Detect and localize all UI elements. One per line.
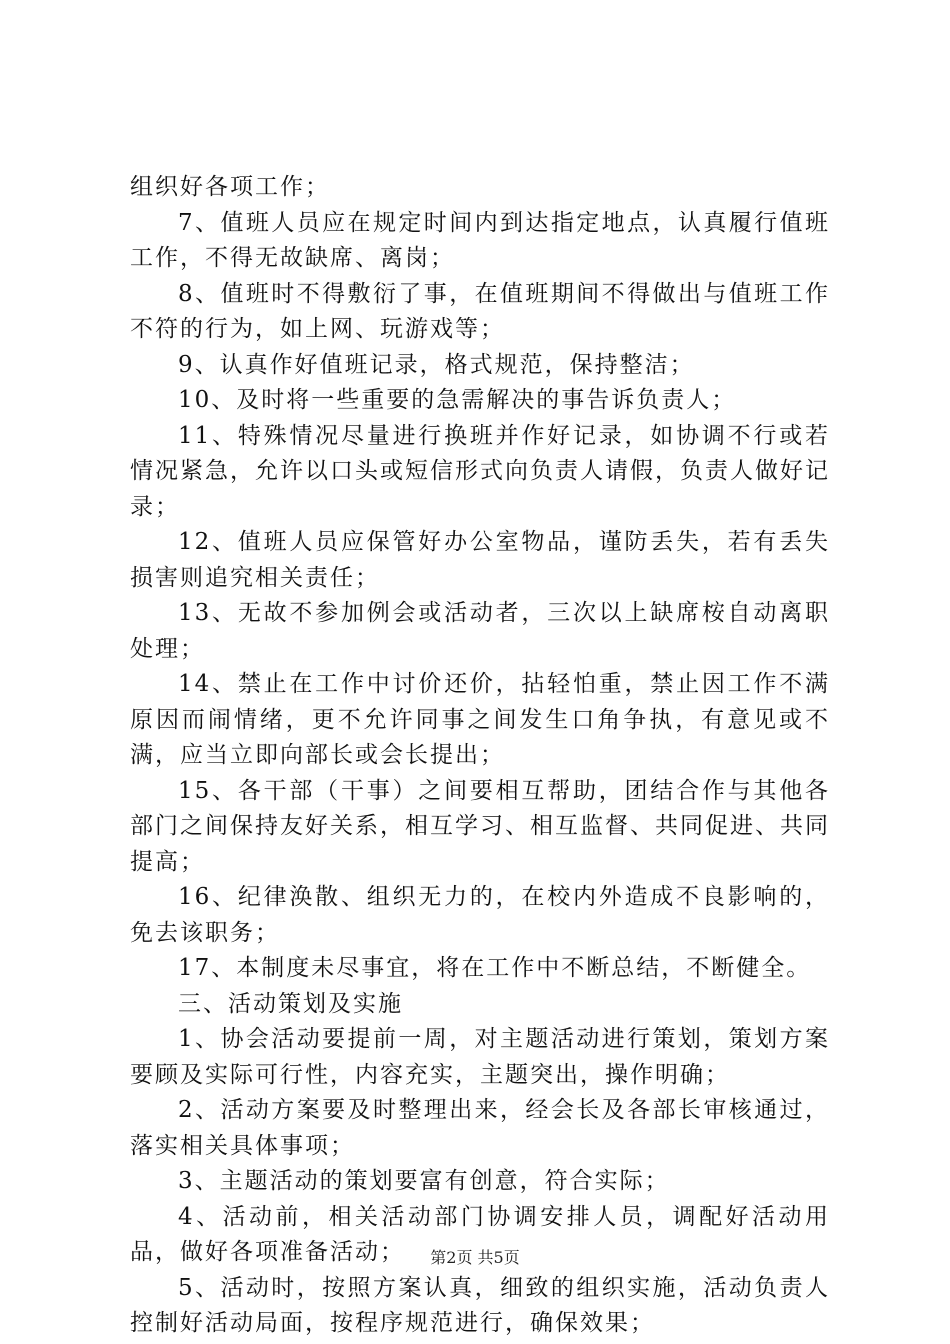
paragraph-rule-14: 14、禁止在工作中讨价还价，拈轻怕重，禁止因工作不满原因而闹情绪，更不允许同事之间发生口角争执，有意见或不满，应当立即向部长或会长提出； [130, 671, 830, 768]
paragraph-activity-3: 3、主题活动的策划要富有创意，符合实际； [178, 1168, 670, 1194]
paragraph-activity-4: 4、活动前，相关活动部门协调安排人员，调配好活动用品，做好各项准备活动； [130, 1203, 830, 1265]
paragraph-rule-16: 16、纪律涣散、组织无力的，在校内外造成不良影响的，免去该职务； [130, 884, 830, 946]
paragraph-rule-15: 15、各干部（干事）之间要相互帮助，团结合作与其他各部门之间保持友好关系，相互学习、相互监督、共同促进、共同提高； [130, 777, 830, 875]
page-number-footer: 第2页 共5页 [430, 1248, 520, 1267]
paragraph-rule-9: 9、认真作好值班记录，格式规范，保持整洁； [178, 351, 695, 378]
paragraph-rule-8: 8、值班时不得敷衍了事，在值班期间不得做出与值班工作不符的行为，如上网、玩游戏等； [130, 280, 830, 342]
paragraph-rule-13: 13、无故不参加例会或活动者，三次以上缺席桉自动离职处理； [130, 600, 830, 662]
paragraph-activity-5: 5、活动时，按照方案认真，细致的组织实施，活动负责人控制好活动局面，按程序规范进行，确保效果； [130, 1274, 830, 1336]
document-body [130, 170, 830, 1342]
paragraph-rule-17: 17、本制度未尽事宜，将在工作中不断总结，不断健全。 [178, 955, 812, 981]
paragraph-rule-12: 12、值班人员应保管好办公室物品，谨防丢失，若有丢失损害则追究相关责任； [130, 529, 830, 591]
paragraph-rule-7: 7、值班人员应在规定时间内到达指定地点，认真履行值班工作，不得无故缺席、离岗； [130, 209, 830, 271]
paragraph-continuation: 组织好各项工作； [130, 174, 330, 200]
section-heading-activity-planning: 三、活动策划及实施 [178, 990, 403, 1017]
paragraph-activity-1: 1、协会活动要提前一周，对主题活动进行策划，策划方案要顾及实际可行性，内容充实，主题突出，操作明确； [130, 1026, 830, 1088]
paragraph-activity-2: 2、活动方案要及时整理出来，经会长及各部长审核通过，落实相关具体事项； [130, 1097, 830, 1159]
paragraph-rule-11: 11、特殊情况尽量进行换班并作好记录，如协调不行或若情况紧急，允许以口头或短信形式向负责人请假，负责人做好记录； [130, 422, 830, 520]
paragraph-rule-10: 10、及时将一些重要的急需解决的事告诉负责人； [178, 387, 737, 413]
